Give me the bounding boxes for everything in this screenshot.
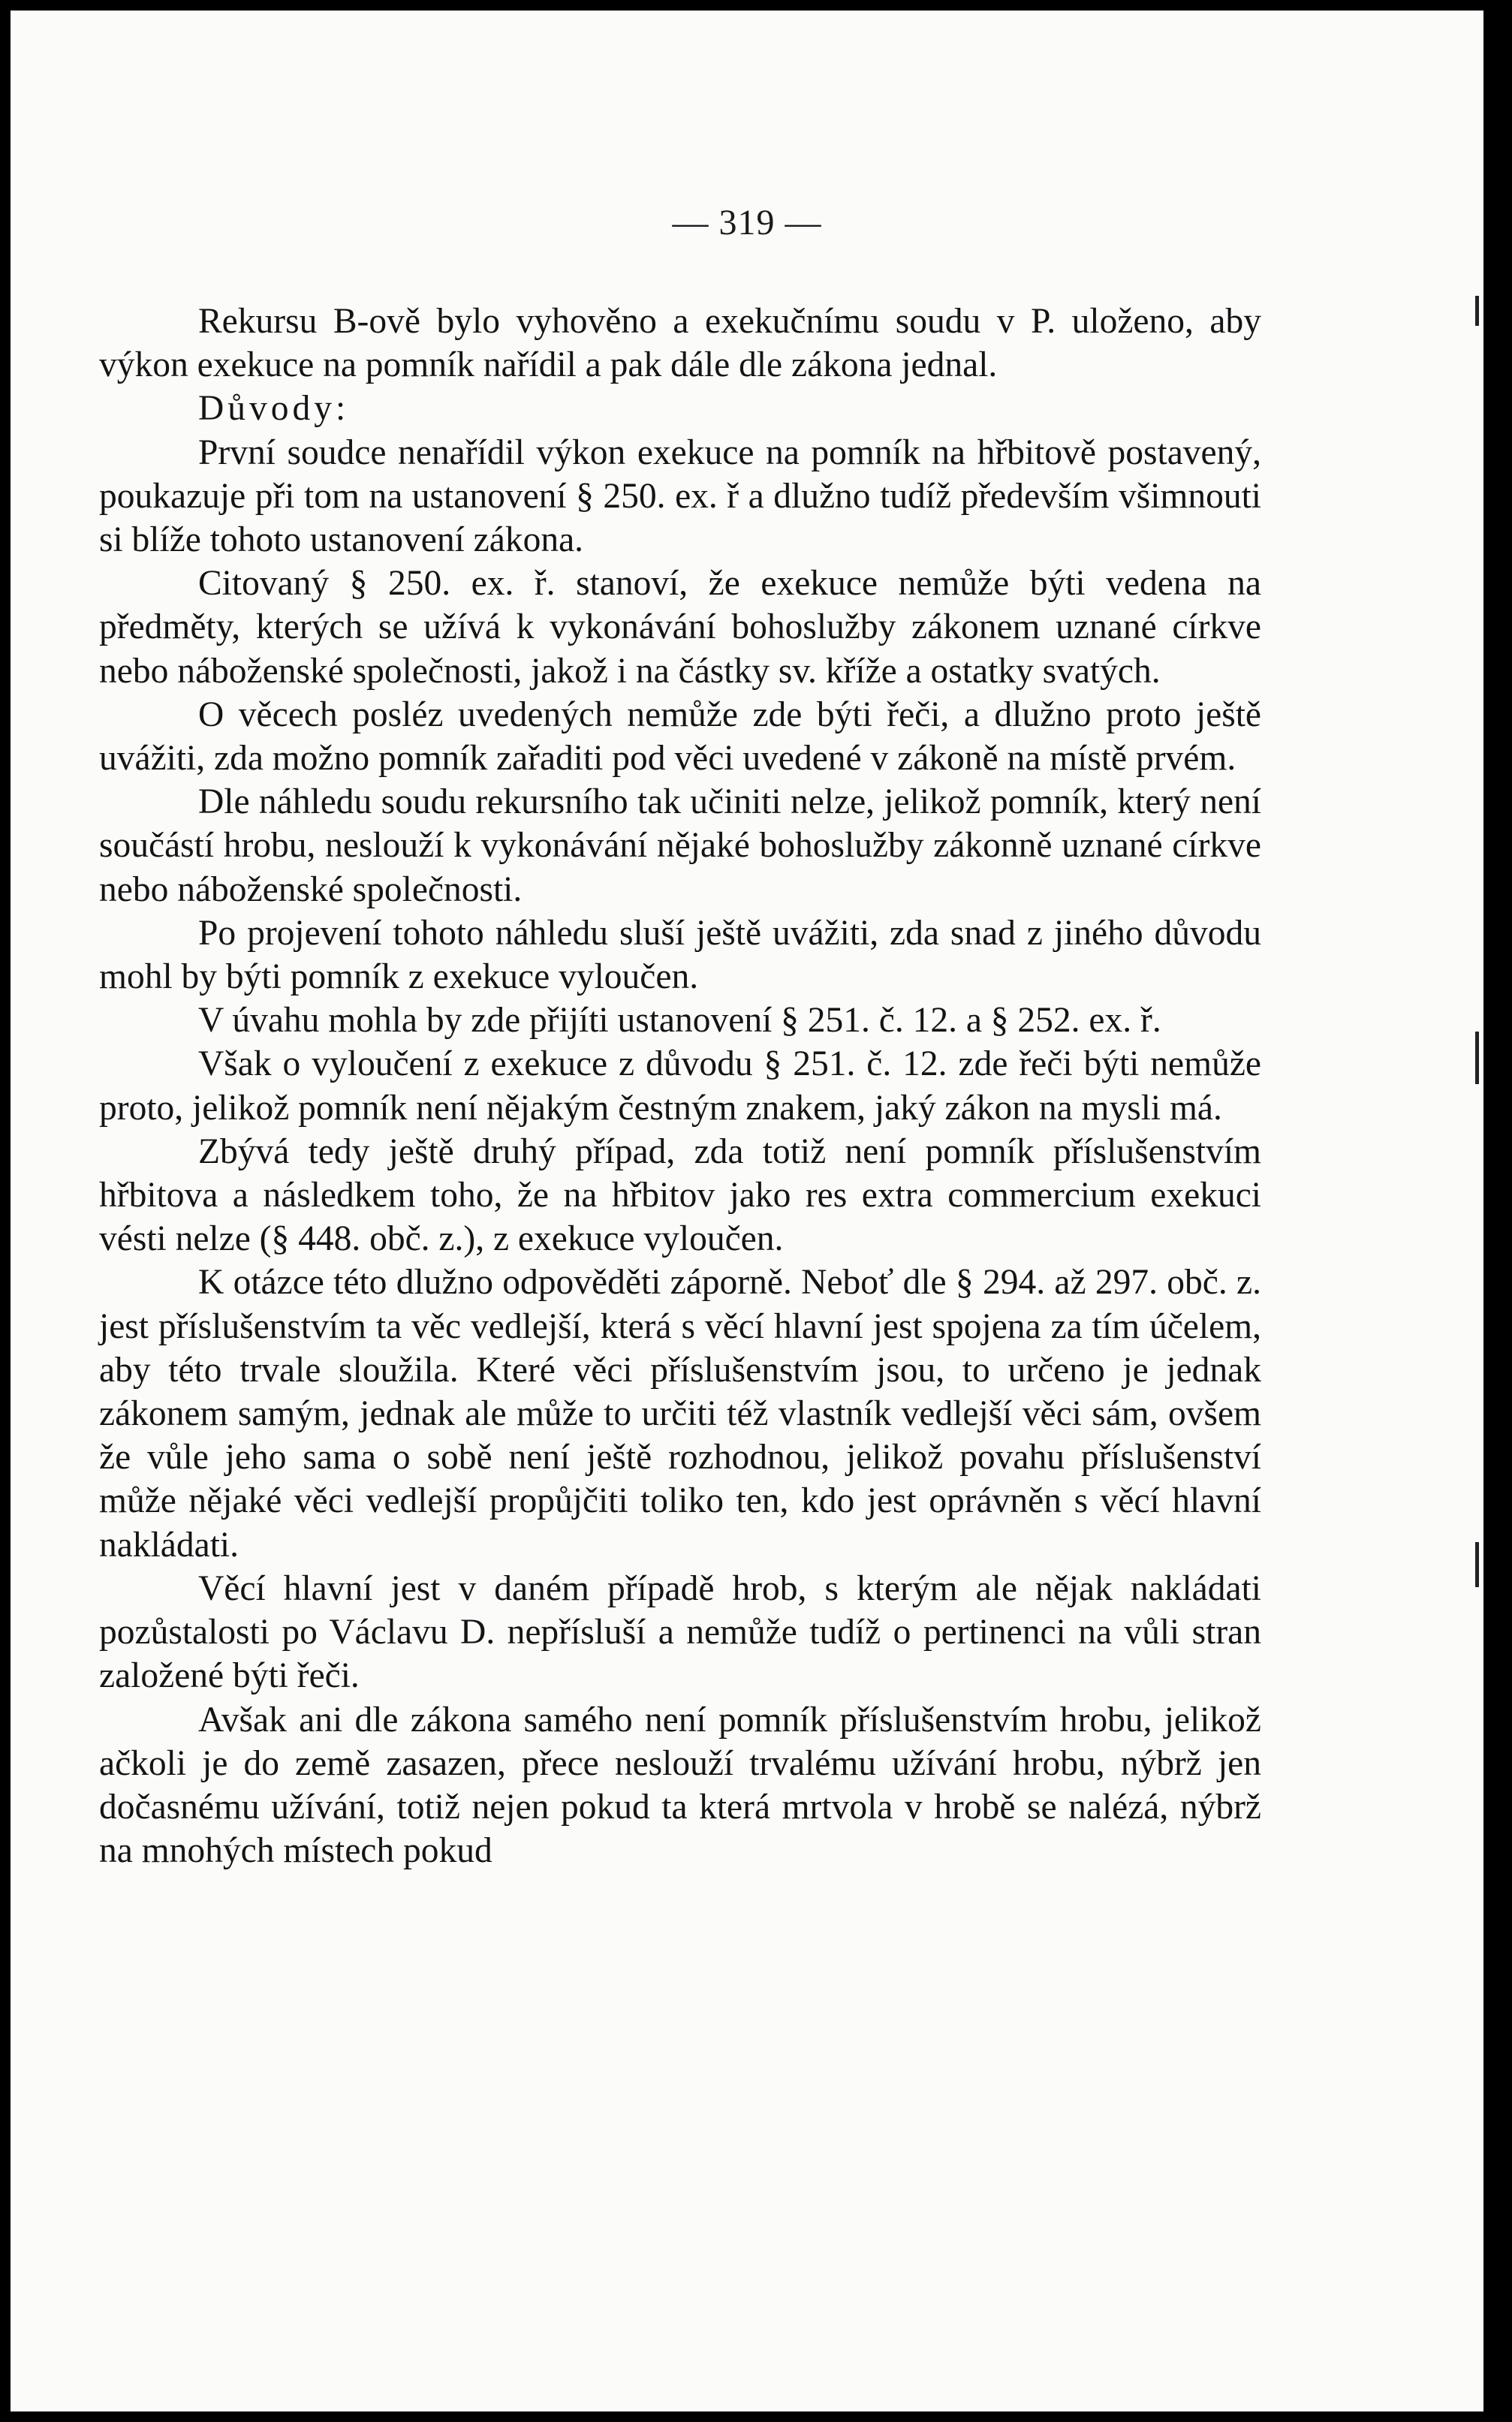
paragraph-po-projeveni: Po projevení tohoto náhledu sluší ještě uvážiti, zda snad z jiného důvodu mohl by býti pomník z exekuce vyloučen. (99, 913, 1261, 997)
scan-edge-mark (1475, 296, 1479, 326)
document-page (11, 11, 1483, 2411)
paragraph-avsak: Avšak ani dle zákona samého není pomník příslušenstvím hrobu, jelikož ačkoli je do země zasazen, přece neslouží trvalému užívání hrobu, nýbrž jen dočasnému užívání, totiž nejen pokud ta která mrtvola v hrobě se nalézá, nýbrž na mnohých místech pokud (99, 1700, 1261, 1871)
paragraph-dle-nahledu: Dle náhledu soudu rekursního tak učiniti nelze, jelikož pomník, který není součástí hrobu, neslouží k vykonávání nějaké bohoslužby zákonně uznané církve nebo náboženské společnosti. (99, 782, 1261, 909)
paragraph-zbyva: Zbývá tedy ještě druhý případ, zda totiž není pomník příslušenstvím hřbitova a následkem toho, že na hřbitov jako res extra commercium exekuci vésti nelze (§ 448. obč. z.), z exekuce vyloučen. (99, 1131, 1261, 1259)
page-number: — 319 — (672, 203, 822, 243)
paragraph-citovany: Citovaný § 250. ex. ř. stanoví, že exekuce nemůže býti vedena na předměty, kterých se užívá k vykonávání bohoslužby zákonem uznané církve nebo náboženské společnosti, jakož i na částky sv. kříže a ostatky svatých. (99, 564, 1261, 691)
scan-edge-mark (1475, 1032, 1479, 1084)
paragraph-veci-hlavni: Věcí hlavní jest v daném případě hrob, s kterým ale nějak nakládati pozůstalosti po Václavu D. nepřísluší a nemůže tudíž o pertinenci na vůli stran založené býti řeči. (99, 1568, 1261, 1696)
paragraph-k-otazce: K otázce této dlužno odpověděti záporně. Neboť dle § 294. až 297. obč. z. jest příslušenstvím ta věc vedlejší, která s věcí hlavní jest spojena za tím účelem, aby této trvale sloužila. Které věci příslušenstvím jsou, to určeno je jednak zákonem samým, jednak ale může to určiti též vlastník vedlejší věci sám, ovšem že vůle jeho sama o sobě není ještě rozhodnou, jelikož povahu příslušenství může nějaké věci vedlejší propůjčiti toliko ten, kdo jest oprávněn s věcí hlavní nakládati. (99, 1263, 1261, 1565)
paragraph-o-vecech: O věcech posléz uvedených nemůže zde býti řeči, a dlužno proto ještě uvážiti, zda možno pomník zařaditi pod věci uvedené v zákoně na místě prvém. (99, 694, 1261, 779)
paragraph-prvni-soudce: První soudce nenařídil výkon exekuce na pomník na hřbitově postavený, poukazuje při tom na ustanovení § 250. ex. ř a dlužno tudíž především všimnouti si blíže tohoto ustanovení zákona. (99, 432, 1261, 560)
paragraph-vsak: Však o vyloučení z exekuce z důvodu § 251. č. 12. zde řeči býti nemůže proto, jelikož pomník není nějakým čestným znakem, jaký zákon na mysli má. (99, 1044, 1261, 1128)
paragraph-v-uvahu: V úvahu mohla by zde přijíti ustanovení § 251. č. 12. a § 252. ex. ř. (198, 1001, 1161, 1041)
section-heading-duvody: Důvody: (198, 389, 350, 429)
scan-edge-mark (1475, 1542, 1479, 1587)
paragraph-rekurs: Rekursu B-ově bylo vyhověno a exekučnímu soudu v P. uloženo, aby výkon exekuce na pomník nařídil a pak dále dle zákona jednal. (99, 302, 1261, 385)
body-text (99, 300, 1261, 1872)
